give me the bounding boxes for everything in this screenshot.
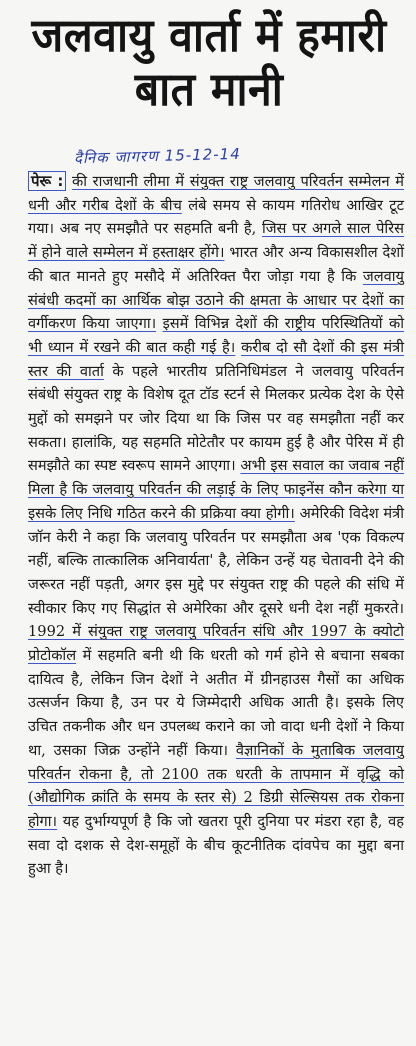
s11: अमेरिकी विदेश मंत्री जॉन केरी ने कहा कि जलवायु परिवर्तन पर समझौता अब 'एक विकल्प नहीं, बल्कि तात्कालिक अनिवार्यता' है, लेकिन उन्हें यह चेतावनी देने की जरूरत नहीं पड़ती, अगर इस मुद्दे पर संयुक्त राष्ट्र की पहले की संधि में स्वीकार किए गए सिद्धांत से अमेरिका और दूसरे धनी देश नहीं मुकरते। bbox=[28, 504, 404, 617]
dateline: पेरू : bbox=[28, 171, 66, 191]
s9: के पहले भारतीय प्रतिनिधिमंडल ने जलवायु परिवर्तन संबंधी संयुक्त राष्ट्र के विशेष दूत टॉड स्टर्न से मिलकर प्रत्येक देश के ऐसे मुद्दों को समझने पर जोर दिया था कि जिस पर वह समझौता नहीं कर सकता। हालांकि, यह सहमति मोटेतौर पर कायम हुई है और पेरिस में ही समझौते का स्पष्ट स्वरूप सामने आएगा। bbox=[28, 362, 404, 475]
s2: जिस पर अगले साल पेरिस में होने वाले सम्मेलन में हस्ताक्षर होंगे। bbox=[28, 220, 405, 262]
s4: जलवायु संबंधी कदमों का आर्थिक बोझ उठाने की क्षमता के आधार पर देशों का वर्गीकरण किया जाएगा। bbox=[28, 267, 404, 333]
headline: जलवायु वार्ता में हमारी बात मानी bbox=[31, 8, 387, 116]
s8: करीब दो सौ देशों की इस मंत्री स्तर की वार्ता bbox=[28, 338, 404, 380]
s13: में सहमति बनी थी कि धरती को गर्म होने से बचाना सबका दायित्व है, लेकिन जिन देशों ने अतीत में ग्रीनहाउस गैसों का अधिक उत्सर्जन किया है, उन पर ये जिम्मेदारी अधिक आती है। इसके लिए उचित तकनीक और धन उपलब्ध कराने का जो वादा धनी देशों ने किया था, उसका जिक्र उन्होंने नहीं किया। bbox=[28, 647, 404, 759]
s6: इसमें विभिन्न देशों की राष्ट्रीय परिस्थितियों को भी ध्यान में रखने की बात कही गई है। bbox=[28, 315, 404, 356]
s10: अभी इस सवाल का जवाब नहीं मिला है कि जलवायु परिवर्तन की लड़ाई के लिए फाइनेंस कौन करेगा या इसके लिए निधि गठित करने की प्रक्रिया क्या होगी। bbox=[28, 457, 404, 522]
s1: लंबे समय से कायम गतिरोध आखिर टूट गया। अब नए समझौते पर सहमति बनी है, bbox=[28, 196, 404, 238]
s3: भारत और अन्य विकासशील देशों की बात मानते हुए मसौदे में अतिरिक्त पैरा जोड़ा गया है कि bbox=[28, 244, 405, 285]
handwritten-note: दैनिक जागरण 15-12-14 bbox=[73, 144, 241, 168]
s15: यह दुर्भाग्यपूर्ण है कि जो खतरा पूरी दुनिया पर मंडरा रहा है, वह सवा दो दशक से देश-समूहों के बीच कूटनीतिक दांवपेच का मुद्दा बना हुआ है। bbox=[28, 812, 404, 878]
article-body bbox=[28, 170, 404, 881]
s0: की राजधानी लीमा में संयुक्त राष्ट्र जलवायु परिवर्तन सम्मेलन में धनी और गरीब देशों के बीच bbox=[28, 173, 404, 214]
s12: 1992 में संयुक्त राष्ट्र जलवायु परिवर्तन संधि और 1997 के क्योटो प्रोटोकॉल bbox=[28, 623, 404, 665]
s14: वैज्ञानिकों के मुताबिक जलवायु परिवर्तन रोकना है, तो 2100 तक धरती के तापमान में वृद्धि को (औद्योगिक क्रांति के समय के स्तर से) 2 डिग्री सेल्सियस तक रोकना होगा। bbox=[28, 741, 404, 830]
